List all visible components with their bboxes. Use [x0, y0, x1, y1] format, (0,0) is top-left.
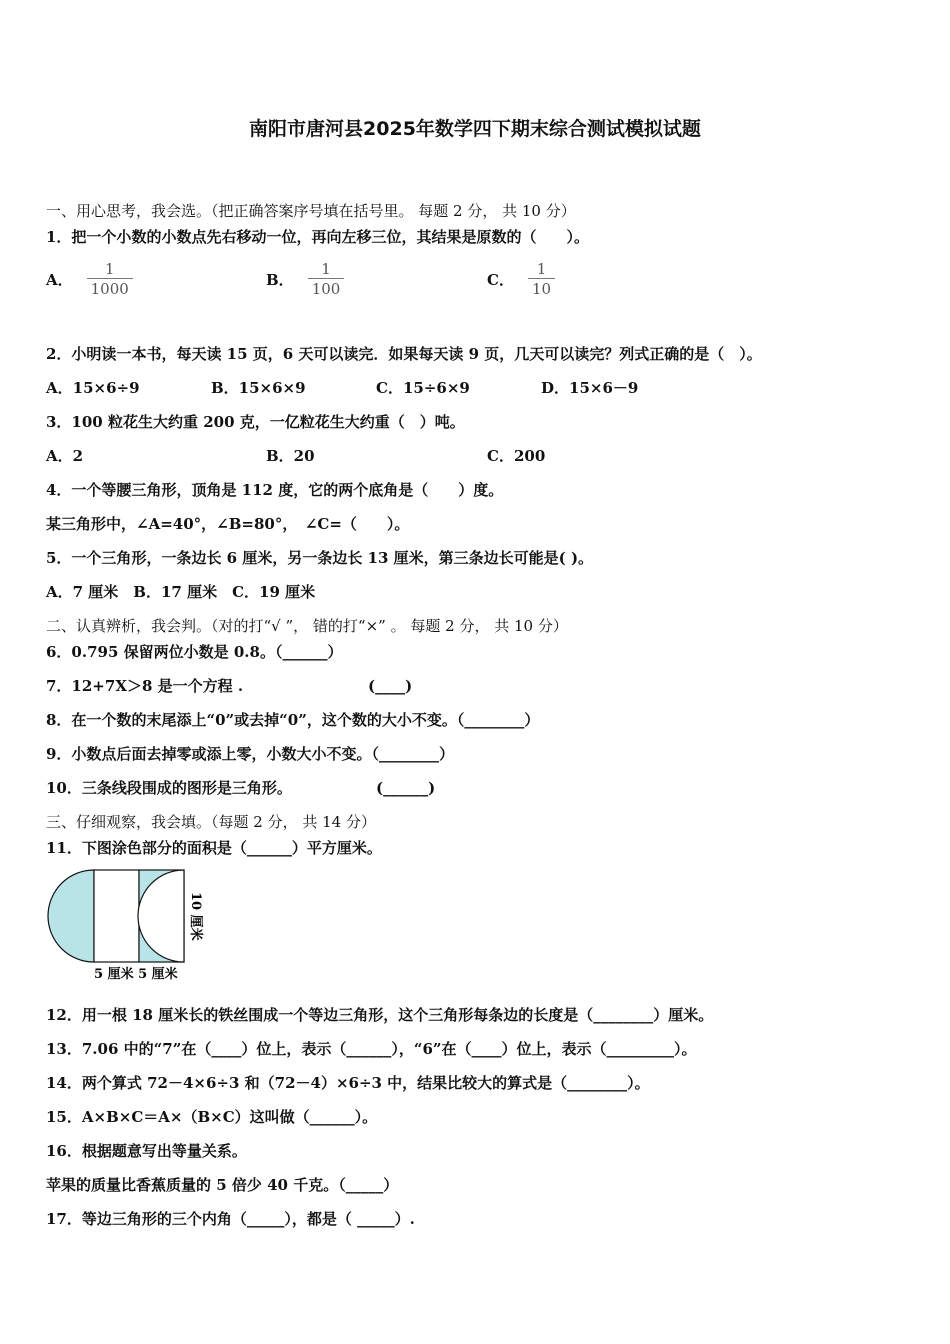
fraction-denominator: 1000 [90, 280, 129, 298]
question-14: 14．两个算式 72－4×6÷3 和（72－4）×6÷3 中，结果比较大的算式是（________）。 [46, 1074, 650, 1092]
q1-option-b [266, 260, 344, 299]
question-4: 4．一个等腰三角形，顶角是 112 度，它的两个底角是（ ）度。 [46, 481, 504, 499]
shaded-area-figure [44, 866, 224, 986]
q3-option-b: B．20 [266, 447, 315, 465]
question-7-blank: (____) [368, 677, 413, 695]
fraction-numerator: 1 [104, 260, 115, 278]
q2-option-b: B．15×6×9 [211, 379, 306, 397]
left-semicircle [48, 870, 94, 962]
section-1-heading: 一、用心思考，我会选。（把正确答案序号填在括号里。 每题 2 分， 共 10 分） [46, 202, 576, 220]
height-label: 10 厘米 [188, 892, 203, 941]
question-3: 3．100 粒花生大约重 200 克，一亿粒花生大约重（ ）吨。 [46, 413, 465, 431]
question-4-sub: 某三角形中，∠A=40°，∠B=80°， ∠C=（ ）。 [46, 515, 410, 533]
question-11: 11．下图涂色部分的面积是（______）平方厘米。 [46, 839, 382, 857]
option-label: A． [46, 271, 73, 289]
question-9: 9．小数点后面去掉零或添上零，小数大小不变。（________） [46, 745, 454, 763]
q2-option-a: A．15×6÷9 [46, 379, 140, 397]
option-label: B． [266, 271, 294, 289]
option-label: C． [487, 271, 514, 289]
q3-option-a: A．2 [46, 447, 84, 465]
question-6: 6．0.795 保留两位小数是 0.8。（______） [46, 643, 343, 661]
question-17: 17．等边三角形的三个内角（_____），都是（ _____）. [46, 1210, 415, 1228]
fraction-denominator: 100 [311, 280, 341, 298]
width-label: 5 厘米 5 厘米 [94, 967, 178, 982]
fraction-numerator: 1 [321, 260, 331, 278]
middle-rectangle [94, 870, 139, 962]
fraction-denominator: 10 [531, 280, 552, 298]
q2-option-d: D．15×6－9 [541, 379, 639, 397]
q1-option-a [46, 260, 133, 299]
question-8: 8．在一个数的末尾添上“0”或去掉“0”，这个数的大小不变。（________） [46, 711, 540, 729]
question-16: 16．根据题意写出等量关系。 [46, 1142, 247, 1160]
question-16-sub: 苹果的质量比香蕉质量的 5 倍少 40 千克。（_____） [46, 1176, 399, 1194]
q2-option-c: C．15÷6×9 [376, 379, 470, 397]
question-15: 15．A×B×C＝A×（B×C）这叫做（______）。 [46, 1108, 378, 1126]
question-5: 5．一个三角形，一条边长 6 厘米，另一条边长 13 厘米，第三条边长可能是( )。 [46, 549, 594, 567]
question-1: 1．把一个小数的小数点先右移动一位，再向左移三位，其结果是原数的（ ）。 [46, 228, 589, 246]
question-12: 12．用一根 18 厘米长的铁丝围成一个等边三角形，这个三角形每条边的长度是（________）厘米。 [46, 1006, 714, 1024]
fraction [87, 260, 133, 299]
question-7: 7．12+7X＞8 是一个方程 . [46, 677, 244, 695]
fraction [528, 260, 555, 299]
q5-options: A．7 厘米 B．17 厘米 C．19 厘米 [46, 583, 316, 601]
question-10-blank: (______) [376, 779, 436, 797]
question-2: 2．小明读一本书，每天读 15 页，6 天可以读完．如果每天读 9 页，几天可以读完？列式正确的是（ ）。 [46, 345, 762, 363]
q3-option-c: C．200 [487, 447, 546, 465]
fraction-numerator: 1 [536, 260, 547, 278]
question-13: 13．7.06 中的“7”在（____）位上，表示（______），“6”在（____）位上，表示（_________）。 [46, 1040, 697, 1058]
section-3-heading: 三、仔细观察，我会填。（每题 2 分， 共 14 分） [46, 813, 376, 831]
fraction [308, 260, 345, 299]
question-10: 10．三条线段围成的图形是三角形。 [46, 779, 292, 797]
page-title: 南阳市唐河县2025年数学四下期末综合测试模拟试题 [249, 118, 701, 140]
section-2-heading: 二、认真辨析，我会判。（对的打“√ ”， 错的打“×” 。 每题 2 分， 共 10 分） [46, 617, 568, 635]
q1-option-c [487, 260, 555, 299]
